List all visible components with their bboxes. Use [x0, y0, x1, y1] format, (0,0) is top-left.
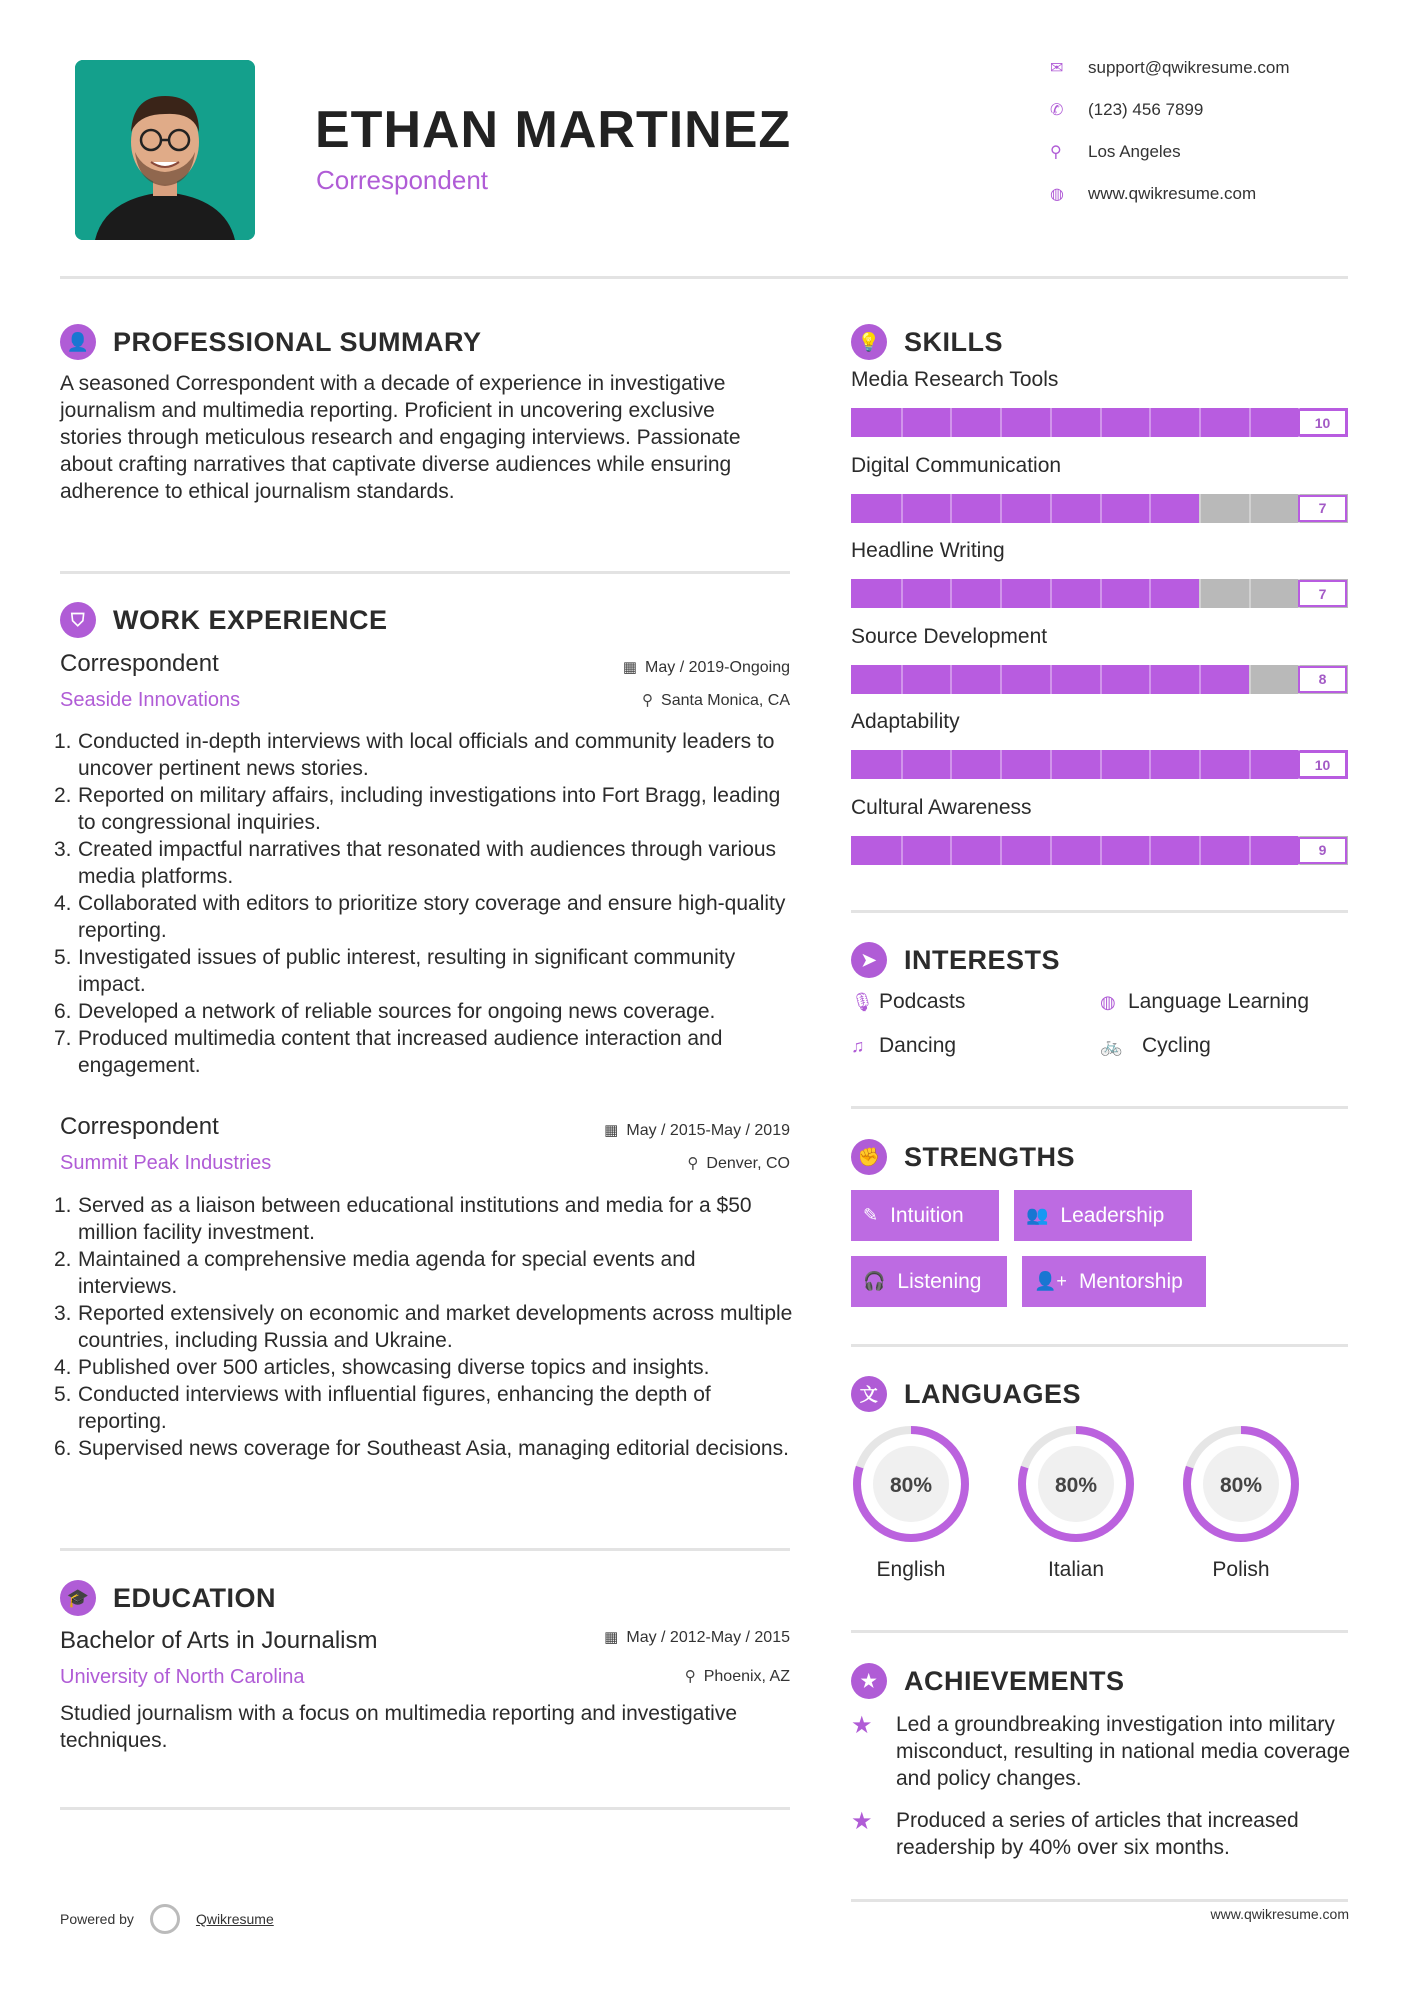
skill-bar-segment [950, 579, 952, 608]
candidate-name: ETHAN MARTINEZ [315, 101, 792, 159]
job-location: ⚲ Santa Monica, CA [642, 692, 790, 709]
interest-cycling: 🚲 Cycling [1100, 1034, 1211, 1057]
skill-bar-segment [1000, 750, 1002, 779]
summary-divider [60, 571, 790, 574]
language-name: Polish [1212, 1558, 1270, 1581]
skill-bar-segment [1249, 665, 1251, 694]
summary-heading: 👤 PROFESSIONAL SUMMARY [60, 324, 482, 360]
skill-bar [851, 494, 1348, 523]
list-item: 6. Supervised news coverage for Southeast Asia, managing editorial decisions. [54, 1437, 789, 1460]
skills-heading: 💡 SKILLS [851, 324, 1003, 360]
contact-location: ⚲ Los Angeles [1050, 142, 1181, 161]
skill-bar-segment [1100, 750, 1102, 779]
pushpin-icon: ⚲ [642, 692, 654, 709]
skill-bar-segment [1149, 579, 1151, 608]
skill-bar-segment [1249, 836, 1251, 865]
graduate-icon: 🎓 [60, 1580, 96, 1616]
skill-bar-fill [851, 836, 1298, 865]
skill-bar-segment [1000, 408, 1002, 437]
list-item: 1. Served as a liaison between educational institutions and media for a $50 million facility investment. [54, 1194, 752, 1244]
users-icon: 👥 [1026, 1205, 1049, 1225]
strength-leadership: 👥 Leadership [1014, 1190, 1192, 1241]
skill-bar [851, 750, 1348, 779]
skill-bar-segment [1000, 836, 1002, 865]
language-percent: 80% [1054, 1474, 1098, 1497]
interest-language-learning: ◍ Language Learning [1100, 990, 1310, 1013]
calendar-icon: ▦ [604, 1629, 619, 1646]
globe-icon: ◍ [1100, 991, 1116, 1012]
microphone-icon: 🎙 [851, 991, 874, 1012]
skill-bar-segment [950, 494, 952, 523]
skill-score: 9 [1298, 837, 1347, 864]
skill-bar-segment [1249, 408, 1251, 437]
headphones-icon: 🎧 [863, 1271, 886, 1291]
job-title: Correspondent [60, 1113, 219, 1140]
education-description: Studied journalism with a focus on multimedia reporting and investigative techniques. [60, 1702, 738, 1752]
qwikresume-logo-icon [150, 1904, 180, 1934]
calendar-icon: ▦ [622, 659, 638, 676]
calendar-icon: ▦ [604, 1122, 619, 1139]
list-item: 6. Developed a network of reliable sources for ongoing news coverage. [54, 1000, 716, 1023]
skill-bar-segment [1050, 494, 1052, 523]
skill-bar-segment [1050, 665, 1052, 694]
magic-wand-icon: ✎ [863, 1205, 879, 1225]
globe-icon: ◍ [1050, 186, 1064, 203]
qwikresume-link[interactable]: Qwikresume [195, 1911, 274, 1927]
skill-bar [851, 408, 1348, 437]
job-title: Correspondent [60, 650, 219, 677]
skill-bar-segment [1100, 579, 1102, 608]
skill-bar-segment [1199, 579, 1201, 608]
list-item: 2. Maintained a comprehensive media agenda for special events and interviews. [54, 1248, 696, 1298]
skill-bar-segment [1149, 750, 1151, 779]
skill-bar-segment [1100, 665, 1102, 694]
skill-score: 10 [1298, 751, 1347, 778]
list-item: 7. Produced multimedia content that increased audience interaction and engagement. [54, 1027, 723, 1077]
skill-bar-segment [1149, 494, 1151, 523]
skill-bar-segment [1100, 494, 1102, 523]
skill-bar-segment [901, 665, 903, 694]
pushpin-icon: ⚲ [687, 1155, 699, 1172]
user-plus-icon: 👤+ [1034, 1271, 1067, 1291]
star-badge-icon: ★ [851, 1663, 887, 1699]
skill-bar-segment [1100, 408, 1102, 437]
language-icon: 文 [851, 1376, 887, 1412]
list-item: 2. Reported on military affairs, including investigations into Fort Bragg, leading to congressional inquiries. [54, 784, 781, 834]
skill-bar-segment [1000, 665, 1002, 694]
fist-icon: ✊ [851, 1139, 887, 1175]
shooting-star-icon: ★ [851, 1808, 873, 1835]
experience-divider [60, 1548, 790, 1551]
skill-name: Cultural Awareness [851, 795, 1032, 819]
skill-bar-segment [901, 579, 903, 608]
skill-name: Adaptability [851, 710, 960, 733]
strength-listening: 🎧 Listening [851, 1256, 1007, 1307]
achievement-item: ★ Produced a series of articles that increased readership by 40% over six months. [851, 1808, 1299, 1859]
phone-icon: ✆ [1050, 102, 1064, 119]
skill-bar-fill [851, 494, 1199, 523]
skill-bar-segment [1199, 494, 1201, 523]
job-company: Summit Peak Industries [60, 1152, 272, 1174]
school-name: University of North Carolina [60, 1666, 305, 1688]
skill-bar-segment [950, 836, 952, 865]
language-ring [851, 1424, 971, 1544]
skill-bar-segment [1199, 750, 1201, 779]
skill-bar-segment [1149, 836, 1151, 865]
map-pin-icon: ⚲ [1050, 144, 1062, 161]
skill-bar-segment [1199, 665, 1201, 694]
person-avatar-icon [75, 60, 255, 240]
skill-name: Media Research Tools [851, 368, 1059, 391]
skill-bar [851, 836, 1348, 865]
skill-bar-segment [1249, 494, 1251, 523]
pushpin-icon: ⚲ [684, 1668, 696, 1685]
footer-url[interactable]: www.qwikresume.com [1210, 1906, 1349, 1922]
skill-bar-segment [901, 408, 903, 437]
strength-mentorship: 👤+ Mentorship [1022, 1256, 1206, 1307]
skill-bar-segment [1199, 408, 1201, 437]
skill-score: 8 [1298, 666, 1347, 693]
strength-intuition: ✎ Intuition [851, 1190, 999, 1241]
skill-bar-segment [1050, 408, 1052, 437]
skill-bar [851, 665, 1348, 694]
skill-bar-segment [950, 750, 952, 779]
profile-photo [75, 60, 255, 240]
skill-bar-segment [1050, 579, 1052, 608]
list-item: 5. Conducted interviews with influential figures, enhancing the depth of reporting. [54, 1383, 711, 1433]
skill-name: Headline Writing [851, 539, 1005, 562]
job-date: ▦ May / 2015-May / 2019 [604, 1122, 790, 1139]
contact-email[interactable]: ✉ support@qwikresume.com [1050, 58, 1290, 77]
strengths-divider [851, 1344, 1348, 1347]
lightbulb-icon: 💡 [851, 324, 887, 360]
bicycle-icon: 🚲 [1100, 1035, 1123, 1056]
job-date: ▦ May / 2019-Ongoing [622, 659, 790, 676]
contact-phone[interactable]: ✆ (123) 456 7899 [1050, 100, 1204, 119]
list-item: 1. Conducted in-depth interviews with local officials and community leaders to uncover pertinent news stories. [54, 730, 775, 780]
interests-divider [851, 1106, 1348, 1109]
interest-podcasts: 🎙 Podcasts [851, 990, 966, 1013]
skill-bar-segment [1249, 750, 1251, 779]
language-ring [1181, 1424, 1301, 1544]
skill-bar-segment [1000, 579, 1002, 608]
list-item: 3. Created impactful narratives that resonated with audiences through various media platforms. [54, 838, 777, 888]
experience-heading: ⛉ WORK EXPERIENCE [60, 602, 388, 638]
language-name: Italian [1047, 1558, 1105, 1581]
user-icon: 👤 [60, 324, 96, 360]
contact-website[interactable]: ◍ www.qwikresume.com [1050, 184, 1257, 203]
skill-bar-segment [1149, 408, 1151, 437]
interest-dancing: ♫ Dancing [851, 1034, 957, 1057]
skill-bar-segment [1249, 579, 1251, 608]
shooting-star-icon: ★ [851, 1712, 873, 1739]
skill-bar-segment [1050, 836, 1052, 865]
interests-heading: ➤ INTERESTS [851, 942, 1060, 978]
languages-heading: 文 LANGUAGES [851, 1376, 1081, 1412]
skill-bar-segment [950, 408, 952, 437]
education-date: ▦ May / 2012-May / 2015 [604, 1629, 790, 1646]
skill-score: 10 [1298, 409, 1347, 436]
skill-bar-segment [1100, 836, 1102, 865]
skill-name: Source Development [851, 624, 1048, 648]
header-divider [60, 276, 1348, 279]
music-note-icon: ♫ [851, 1035, 865, 1056]
skill-score: 7 [1298, 495, 1347, 522]
list-item: 5. Investigated issues of public interest, resulting in significant community impact. [54, 946, 736, 996]
achievements-divider [851, 1899, 1348, 1902]
degree-title: Bachelor of Arts in Journalism [60, 1627, 378, 1654]
chair-icon: ⛉ [60, 602, 96, 638]
job-duties [54, 1192, 800, 1462]
job-location: ⚲ Denver, CO [687, 1155, 790, 1172]
language-name: English [876, 1558, 946, 1581]
skill-bar-segment [901, 750, 903, 779]
skill-bar-segment [1199, 836, 1201, 865]
education-heading: 🎓 EDUCATION [60, 1580, 276, 1616]
skill-bar-fill [851, 579, 1199, 608]
skill-name: Digital Communication [851, 453, 1062, 477]
languages-divider [851, 1630, 1348, 1633]
paper-plane-icon: ➤ [851, 942, 887, 978]
skills-divider [851, 910, 1348, 913]
skill-bar-segment [1050, 750, 1052, 779]
language-percent: 80% [1219, 1474, 1263, 1497]
skill-bar-segment [901, 836, 903, 865]
list-item: 4. Collaborated with editors to prioritize story coverage and ensure high-quality reporting. [54, 892, 786, 942]
list-item: 3. Reported extensively on economic and market developments across multiple countries, including Russia and Ukraine. [54, 1302, 793, 1352]
achievements-heading: ★ ACHIEVEMENTS [851, 1663, 1125, 1699]
job-company: Seaside Innovations [60, 689, 241, 711]
skill-bar-segment [1149, 665, 1151, 694]
skill-score: 7 [1298, 580, 1347, 607]
achievement-item: ★ Led a groundbreaking investigation into military misconduct, resulting in national media coverage and policy changes. [851, 1712, 1351, 1790]
education-location: ⚲ Phoenix, AZ [684, 1668, 790, 1685]
language-ring [1016, 1424, 1136, 1544]
education-divider [60, 1807, 790, 1810]
list-item: 4. Published over 500 articles, showcasing diverse topics and insights. [54, 1356, 710, 1379]
skill-bar-segment [901, 494, 903, 523]
strengths-heading: ✊ STRENGTHS [851, 1139, 1075, 1175]
candidate-title: Correspondent [316, 165, 488, 195]
skill-bar-segment [950, 665, 952, 694]
envelope-icon: ✉ [1050, 60, 1064, 77]
summary-text: A seasoned Correspondent with a decade of experience in investigative journalism and multimedia reporting. Proficient in uncovering exclusive stories through meticulous research and engaging interviews. Passionate about crafting narratives that captivate diverse audiences while ensuring adherence to ethical journalism standards. [60, 372, 741, 503]
skill-bar-segment [1000, 494, 1002, 523]
job-duties [54, 728, 800, 1079]
skill-bar [851, 579, 1348, 608]
language-percent: 80% [889, 1474, 933, 1497]
powered-by: Powered by Qwikresume [60, 1904, 274, 1934]
